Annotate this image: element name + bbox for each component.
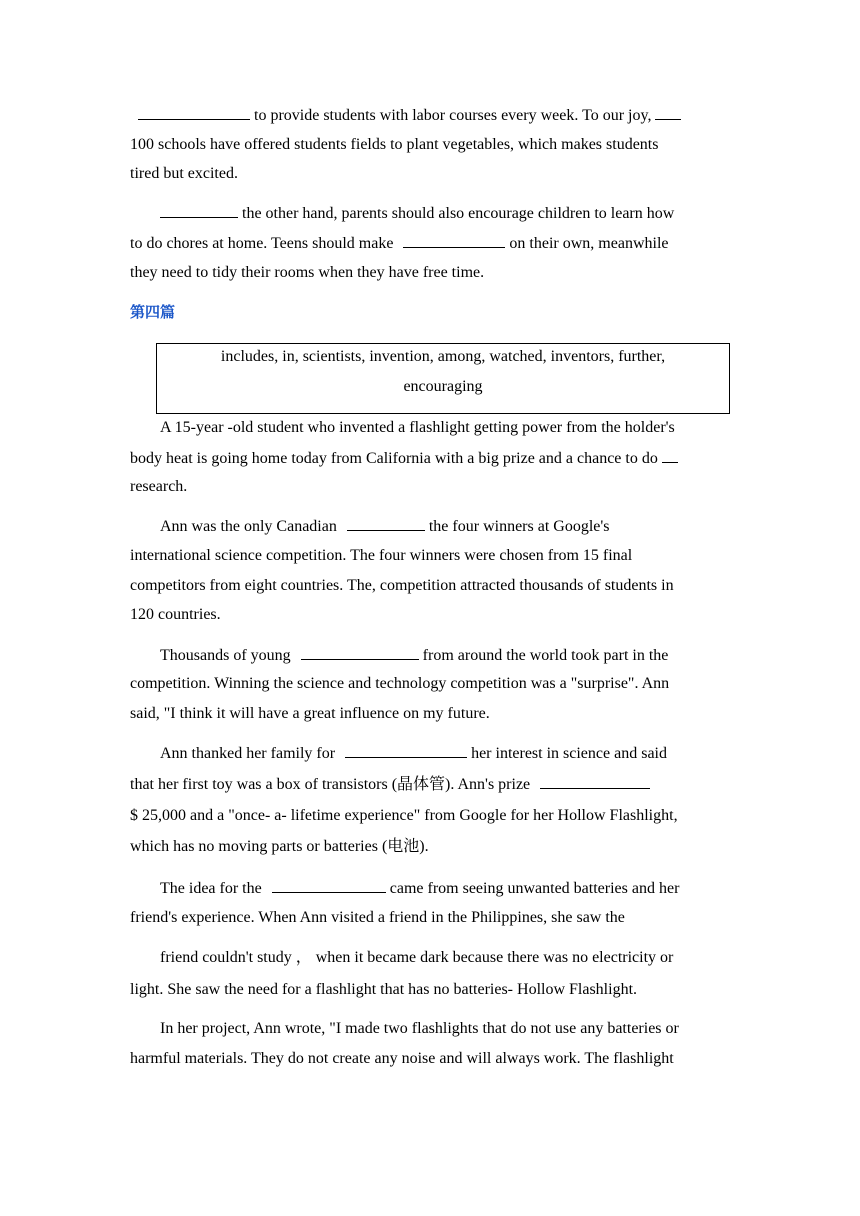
text-line: competitors from eight countries. The, competition attracted thousands of students in <box>130 577 674 594</box>
answer-blank <box>540 774 650 789</box>
text-line: the other hand, parents should also encourage children to learn how <box>160 203 674 224</box>
text-line: they need to tidy their rooms when they have free time. <box>130 264 485 281</box>
word-bank-box <box>156 343 730 414</box>
answer-blank <box>138 105 250 120</box>
text-line: Ann was the only Canadian the four winners at Google's <box>160 518 610 535</box>
text-line: said, "I think it will have a great influence on my future. <box>130 705 490 722</box>
text-line: Thousands of young from around the world took part in the <box>160 647 669 664</box>
text-line: to do chores at home. Teens should make on their own, meanwhile <box>130 235 669 252</box>
text-line: to provide students with labor courses every week. To our joy, <box>138 105 681 126</box>
answer-blank <box>403 233 505 248</box>
text-line: which has no moving parts or batteries (电池). <box>130 838 429 855</box>
text-line: light. She saw the need for a flashlight that has no batteries- Hollow Flashlight. <box>130 981 638 998</box>
text-line: research. <box>130 478 188 495</box>
text-line: friend couldn't study ， when it became dark because there was no electricity or <box>160 949 674 966</box>
word-bank-line: encouraging <box>403 378 483 395</box>
answer-blank <box>662 448 678 463</box>
text-line: harmful materials. They do not create any noise and will always work. The flashlight <box>130 1050 674 1067</box>
text-line: tired but excited. <box>130 165 238 182</box>
answer-blank <box>347 516 425 531</box>
text-line: international science competition. The four winners were chosen from 15 final <box>130 547 633 564</box>
text-line: 100 schools have offered students fields to plant vegetables, which makes students <box>130 136 659 153</box>
word-bank-line: includes, in, scientists, invention, among, watched, inventors, further, <box>220 348 666 365</box>
text-line: that her first toy was a box of transistors (晶体管). Ann's prize <box>130 774 650 795</box>
answer-blank <box>272 878 386 893</box>
answer-blank <box>301 645 419 660</box>
text-line: body heat is going home today from California with a big prize and a chance to do <box>130 448 678 469</box>
text-line: competition. Winning the science and technology competition was a "surprise". Ann <box>130 675 670 692</box>
text-line: friend's experience. When Ann visited a friend in the Philippines, she saw the <box>130 909 625 926</box>
text-line: A 15-year -old student who invented a flashlight getting power from the holder's <box>160 419 675 436</box>
answer-blank <box>655 105 681 120</box>
text-line: 120 countries. <box>130 606 221 623</box>
text-line: The idea for the came from seeing unwanted batteries and her <box>160 880 680 897</box>
answer-blank <box>160 203 238 218</box>
text-line: In her project, Ann wrote, "I made two flashlights that do not use any batteries or <box>160 1020 679 1037</box>
section-heading: 第四篇 <box>130 303 176 321</box>
answer-blank <box>345 743 467 758</box>
text-line: $ 25,000 and a "once- a- lifetime experience" from Google for her Hollow Flashlight, <box>130 807 678 824</box>
text-line: Ann thanked her family for her interest in science and said <box>160 745 667 762</box>
